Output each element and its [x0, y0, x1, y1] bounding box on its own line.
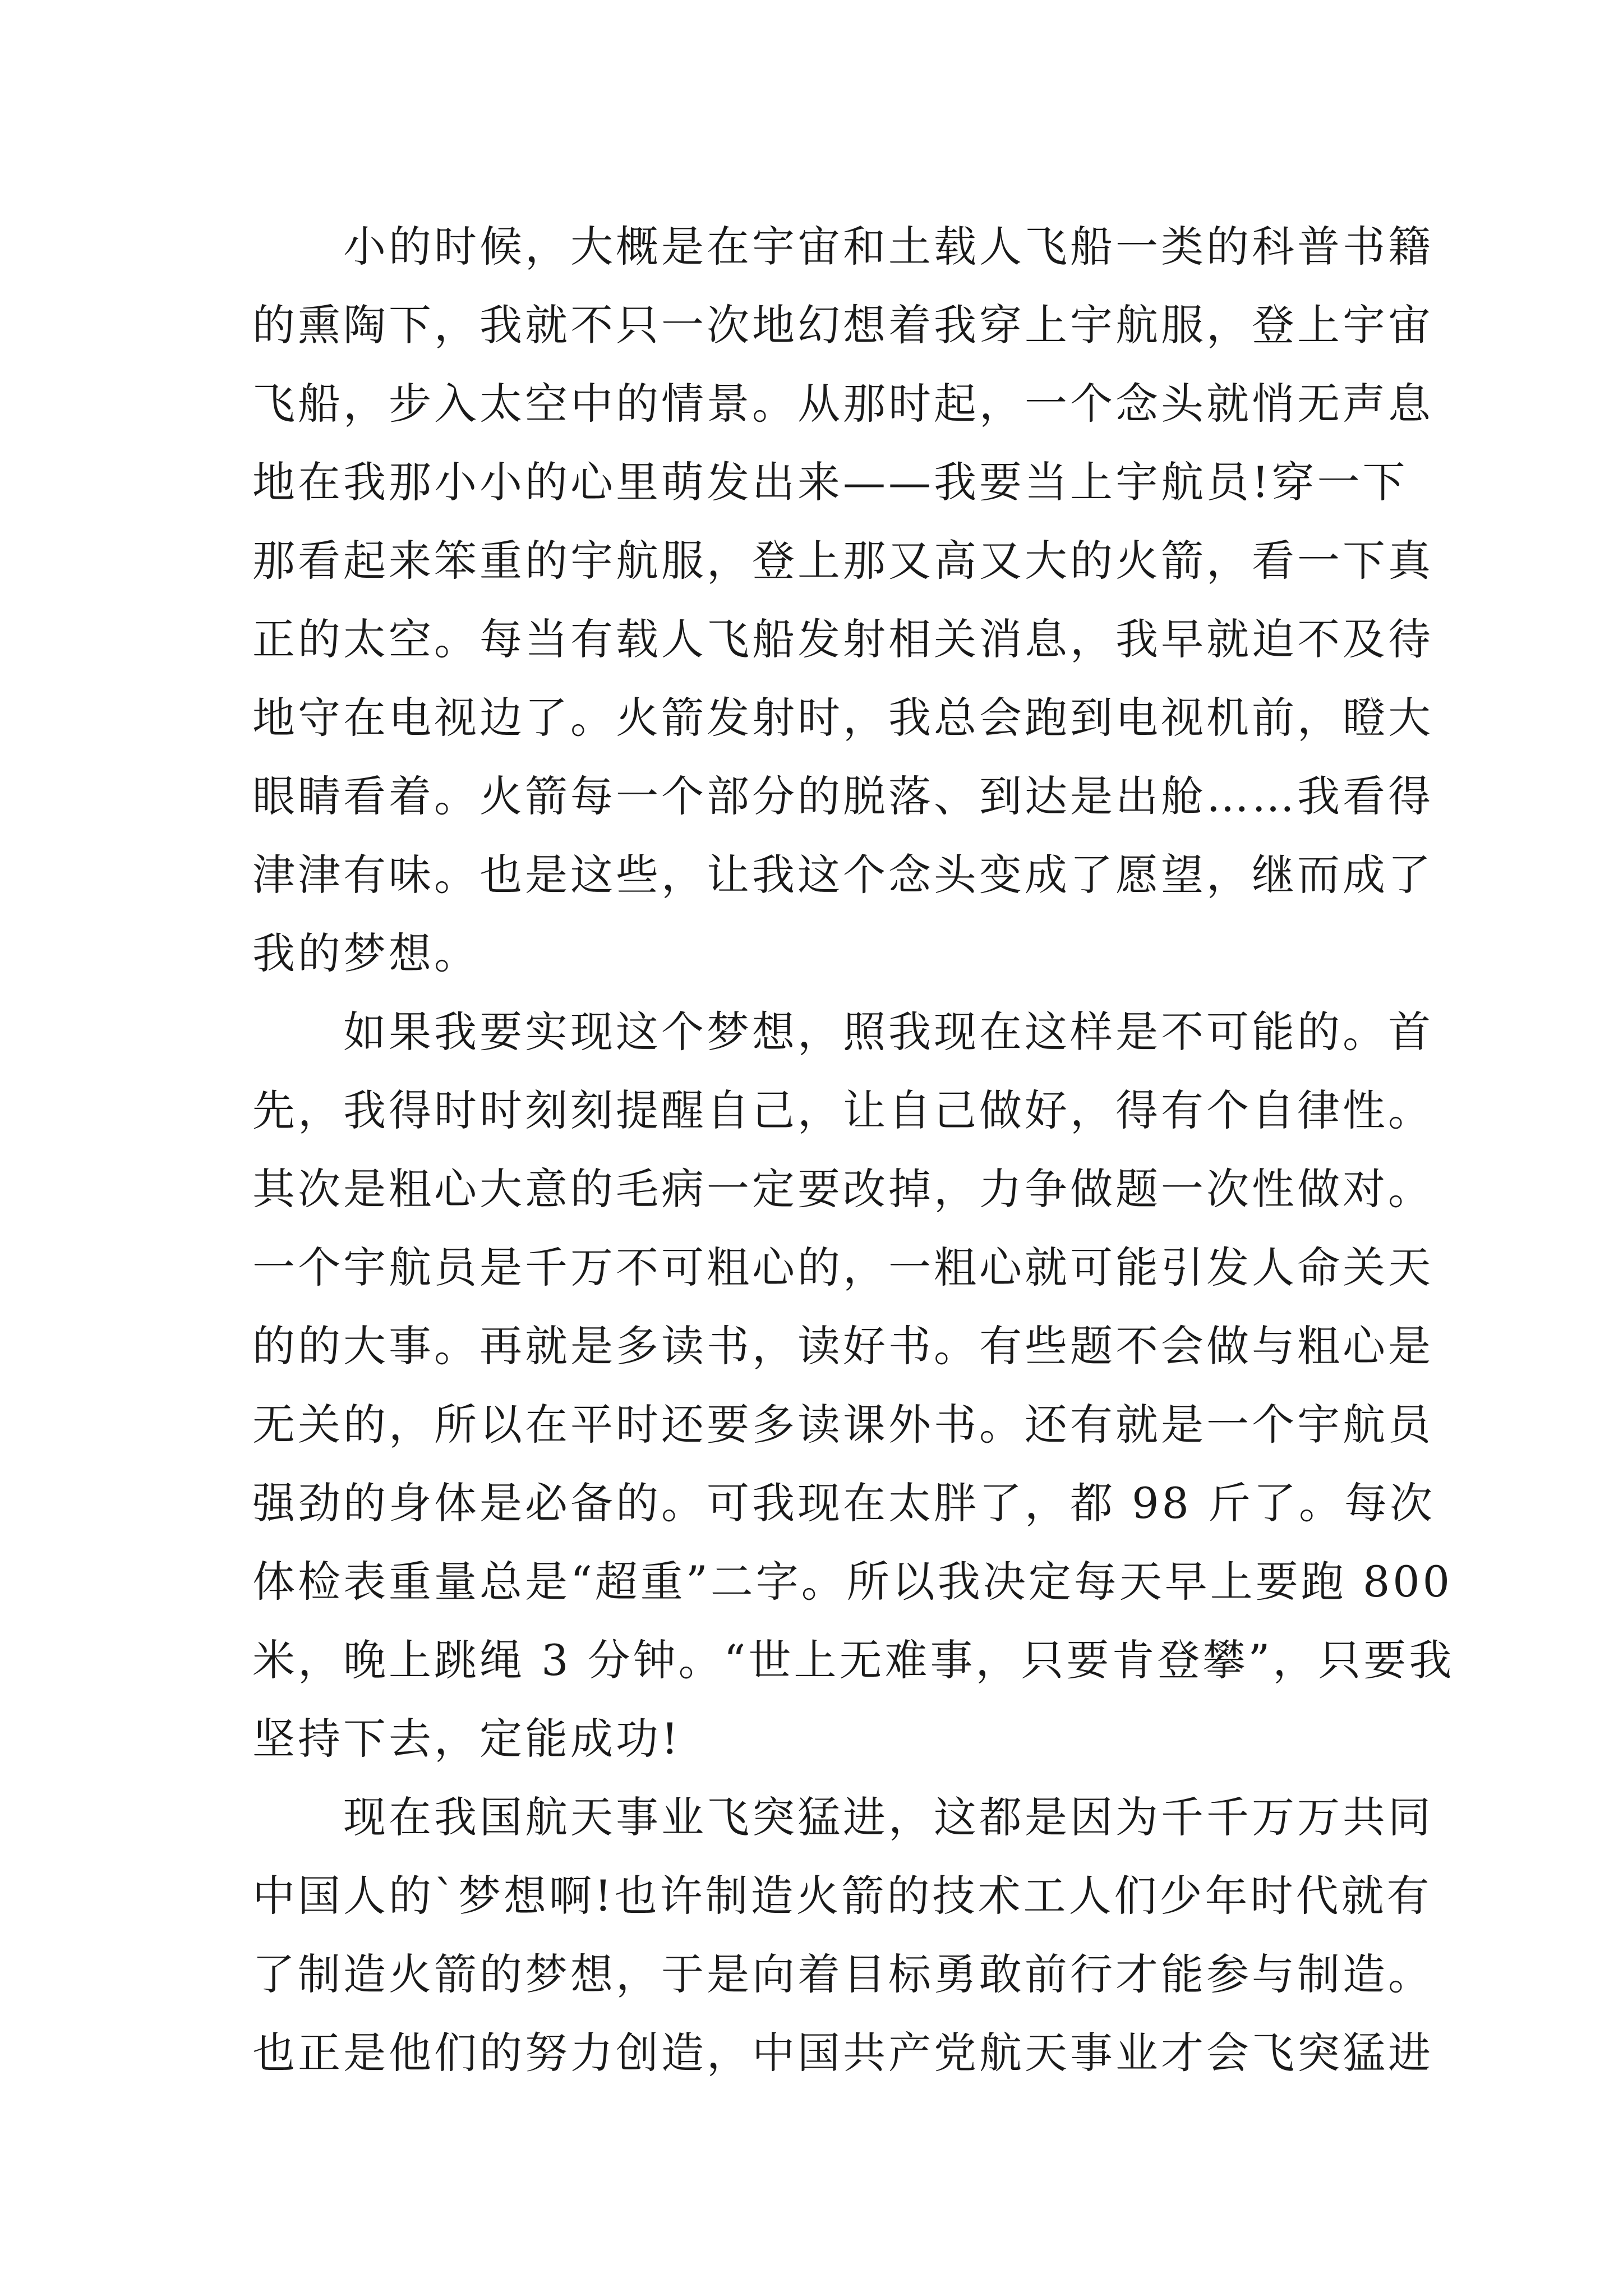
- text-line: 坚持下去，定能成功!: [252, 1714, 681, 1764]
- text-line: 的的大事。再就是多读书，读好书。有些题不会做与粗心是: [252, 1321, 1433, 1371]
- text-line: 正的太空。每当有载人飞船发射相关消息，我早就迫不及待: [252, 614, 1433, 664]
- text-line: 地在我那小小的心里萌发出来——我要当上宇航员!穿一下: [252, 457, 1408, 507]
- text-line: 米，晚上跳绳 3 分钟。“世上无难事，只要肯登攀”，只要我: [252, 1635, 1455, 1685]
- text-line: 先，我得时时刻刻提醒自己，让自己做好，得有个自律性。: [252, 1085, 1433, 1135]
- text-line: 津津有味。也是这些，让我这个念头变成了愿望，继而成了: [252, 850, 1433, 900]
- text-line: 的熏陶下，我就不只一次地幻想着我穿上宇航服，登上宇宙: [252, 300, 1433, 350]
- text-line: 强劲的身体是必备的。可我现在太胖了，都 98 斤了。每次: [252, 1478, 1436, 1528]
- text-line: 其次是粗心大意的毛病一定要改掉，力争做题一次性做对。: [252, 1164, 1433, 1214]
- text-line: 了制造火箭的梦想，于是向着目标勇敢前行才能参与制造。: [252, 1949, 1433, 1999]
- text-line: 如果我要实现这个梦想，照我现在这样是不可能的。首: [252, 1007, 1433, 1057]
- text-line: 体检表重量总是“超重”二字。所以我决定每天早上要跑 800: [252, 1557, 1453, 1607]
- text-line: 我的梦想。: [252, 928, 479, 978]
- text-line: 地守在电视边了。火箭发射时，我总会跑到电视机前，瞪大: [252, 693, 1433, 743]
- text-line: 飞船，步入太空中的情景。从那时起，一个念头就悄无声息: [252, 379, 1433, 429]
- text-line: 也正是他们的努力创造，中国共产党航天事业才会飞突猛进: [252, 2028, 1433, 2078]
- text-line: 无关的，所以在平时还要多读课外书。还有就是一个宇航员: [252, 1400, 1433, 1450]
- text-line: 中国人的`梦想啊!也许制造火箭的技术工人们少年时代就有: [252, 1871, 1432, 1921]
- text-line: 眼睛看着。火箭每一个部分的脱落、到达是出舱……我看得: [252, 771, 1433, 821]
- text-line: 现在我国航天事业飞突猛进，这都是因为千千万万共同: [252, 1792, 1433, 1842]
- text-line: 小的时候，大概是在宇宙和土载人飞船一类的科普书籍: [252, 222, 1433, 272]
- text-line: 那看起来笨重的宇航服，登上那又高又大的火箭，看一下真: [252, 536, 1433, 586]
- text-line: 一个宇航员是千万不可粗心的，一粗心就可能引发人命关天: [252, 1243, 1433, 1292]
